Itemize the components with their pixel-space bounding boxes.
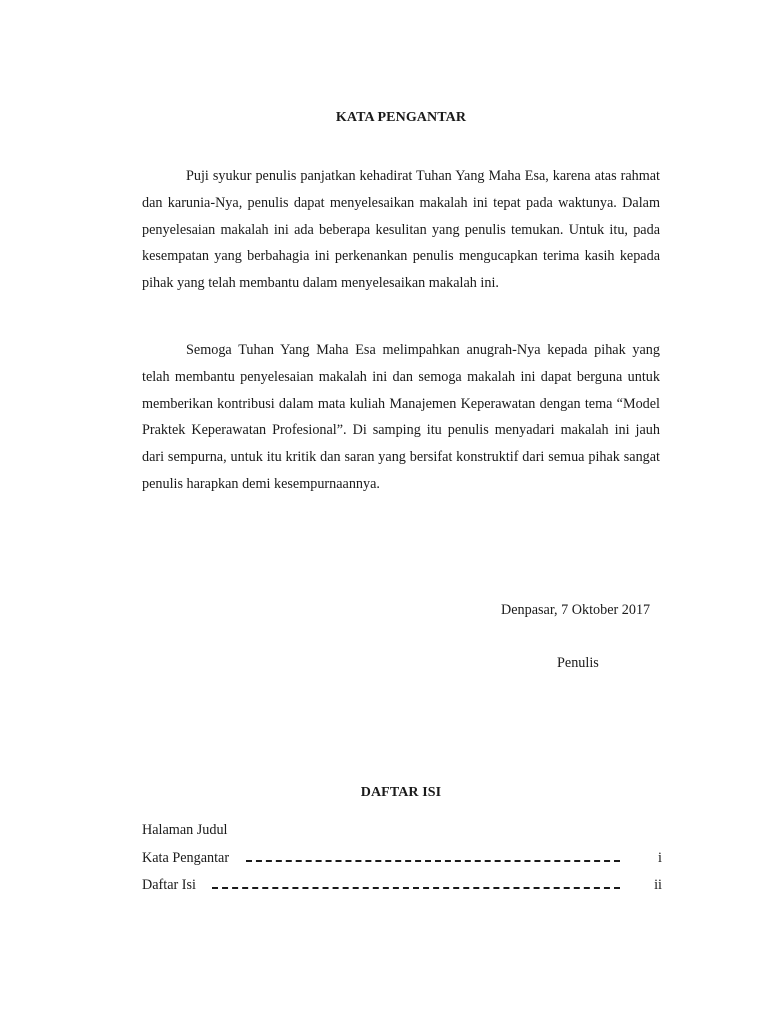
- toc-entry-halaman-judul: [142, 822, 662, 844]
- toc-entry-label: Halaman Judul: [142, 822, 228, 838]
- toc-entry-label: Daftar Isi: [142, 877, 196, 893]
- signature-place-date: Denpasar, 7 Oktober 2017: [501, 602, 651, 618]
- toc-entry-page: i: [658, 850, 662, 866]
- paragraph-2: Semoga Tuhan Yang Maha Esa melimpahkan anugrah-Nya kepada pihak yang telah membantu penyelesaian makalah ini dan semoga makalah ini dapat berguna untuk memberikan kontribusi dalam mata kuliah Manajemen Keperawatan dengan tema “Model Praktek Keperawatan Profesional”. Di samping itu penulis menyadari makalah ini jauh dari sempurna, untuk itu kritik dan saran yang bersifat konstruktif dari semua pihak sangat penulis harapkan demi kesempurnaannya.: [142, 342, 660, 492]
- paragraph-1: Puji syukur penulis panjatkan kehadirat Tuhan Yang Maha Esa, karena atas rahmat dan karunia-Nya, penulis dapat menyelesaikan makalah ini tepat pada waktunya. Dalam penyelesaian makalah ini ada beberapa kesulitan yang penulis temukan. Untuk itu, pada kesempatan yang berbahagia ini perkenankan penulis mengucapkan terima kasih kepada pihak yang telah membantu dalam menyelesaikan makalah ini.: [142, 168, 660, 292]
- signature-author: Penulis: [557, 655, 599, 671]
- toc-entry-daftar-isi: [142, 877, 662, 899]
- toc-entry-kata-pengantar: [142, 850, 662, 872]
- toc-dot-leader: [246, 860, 620, 862]
- daftar-isi-title: DAFTAR ISI: [360, 785, 442, 800]
- toc-entry-page: ii: [654, 877, 662, 893]
- toc-dot-leader: [212, 887, 620, 889]
- toc-entry-label: Kata Pengantar: [142, 850, 230, 866]
- kata-pengantar-title: KATA PENGANTAR: [335, 110, 467, 125]
